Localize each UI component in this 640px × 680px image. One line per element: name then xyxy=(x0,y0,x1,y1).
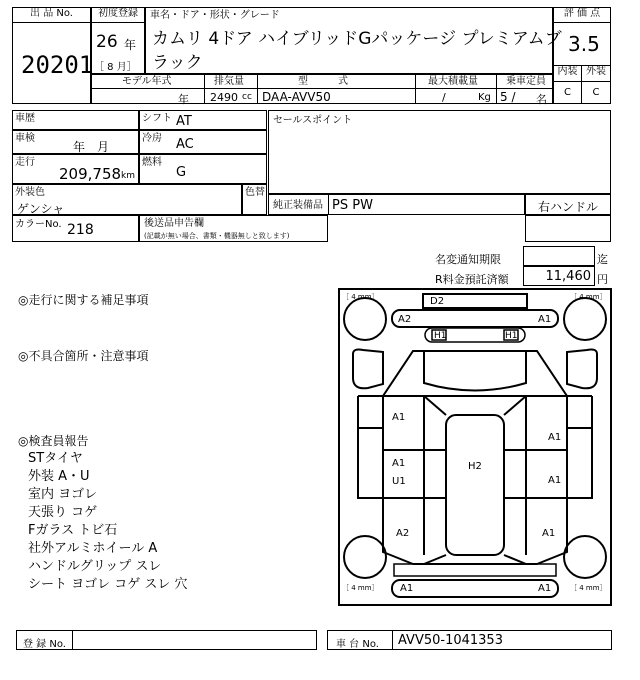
aircon: AC xyxy=(176,137,194,152)
mileage-label: 走行 xyxy=(15,157,35,168)
mark-front-right: A1 xyxy=(538,314,552,325)
notice-field xyxy=(523,246,595,266)
max-load-sep: / xyxy=(442,91,446,104)
max-load-label: 最大積載量 xyxy=(428,76,478,87)
tire-label: ［ 4 mm］ xyxy=(570,584,607,592)
color-no: 218 xyxy=(67,222,94,238)
inspector-list xyxy=(28,447,298,597)
lot-no-cell xyxy=(12,7,94,104)
fuel: G xyxy=(176,165,187,180)
car-diagram xyxy=(338,288,612,606)
reg-no-field xyxy=(16,630,317,650)
docs-label: 後送品申告欄 xyxy=(144,218,204,229)
notice-unit: 迄 xyxy=(597,253,608,266)
inspector-title: ◎検査員報告 xyxy=(18,434,89,448)
lot-no: 20201 xyxy=(21,51,94,79)
color: ゲンシャ xyxy=(17,202,65,216)
lot-no-label: 出 品 No. xyxy=(13,8,90,23)
max-load-unit: Kg xyxy=(478,92,491,103)
interior-label: 内装 xyxy=(554,66,582,82)
mark-headlight-right: H1 xyxy=(505,331,518,341)
history-cell xyxy=(12,110,139,130)
mark-left-rear: A2 xyxy=(396,528,410,539)
mark-left-rear-door-1: A1 xyxy=(392,458,406,469)
displacement-label: 排気量 xyxy=(214,76,244,87)
header-block xyxy=(12,7,611,110)
color-no-cell xyxy=(12,215,139,242)
inspection-label: 車検 xyxy=(15,133,35,144)
mark-front-bumper: D2 xyxy=(430,296,445,307)
car-name-line1: カムリ 4ドア ハイブリッドGパッケージ プレミアムブ xyxy=(152,29,562,49)
tire-rear-left xyxy=(344,536,386,578)
exterior-label: 外装 xyxy=(582,66,610,82)
reg-no-label: 登 録 No. xyxy=(23,639,66,650)
type-value: DAA-AVV50 xyxy=(262,90,331,104)
defects-title: ◎不具合箇所・注意事項 xyxy=(18,349,149,363)
capacity: 5 / xyxy=(500,90,516,104)
fuel-cell xyxy=(139,154,267,184)
mark-right-front-door: A1 xyxy=(548,432,562,443)
chassis-no: AVV50-1041353 xyxy=(398,633,503,648)
tire-rear-right xyxy=(564,536,606,578)
notice-label: 名変通知期限 xyxy=(435,253,501,266)
interior-grade: C xyxy=(554,82,582,104)
mileage-unit: km xyxy=(121,171,135,181)
first-reg-year: 26 xyxy=(96,32,118,52)
inspector-item: ハンドルグリップ スレ xyxy=(28,559,162,574)
mark-rear-bumper-right: A1 xyxy=(538,583,552,594)
shift-label: シフト xyxy=(142,113,172,124)
car-name-label: 車名・ドア・形状・グレード xyxy=(150,10,280,21)
tire-label: ［ 4 mm］ xyxy=(570,293,607,301)
first-reg-cell xyxy=(91,7,145,74)
mark-roof: H2 xyxy=(468,461,482,472)
driving-notes-title: ◎走行に関する補足事項 xyxy=(18,293,149,307)
model-row xyxy=(91,74,553,104)
inspection-value: 年 月 xyxy=(73,140,110,154)
recycle-value: 11,460 xyxy=(545,269,591,284)
type-label: 型 式 xyxy=(298,76,348,87)
mark-right-rear-door: A1 xyxy=(548,475,562,486)
score: 3.5 xyxy=(568,32,600,56)
mark-left-front-door: A1 xyxy=(392,412,406,423)
tire-front-right xyxy=(564,298,606,340)
capacity-unit: 名 xyxy=(536,93,547,106)
equipment-cell xyxy=(268,194,525,215)
inspection-cell xyxy=(12,130,139,154)
mark-headlight-left: H1 xyxy=(434,331,447,341)
chassis-field xyxy=(327,630,612,650)
year-unit: 年 xyxy=(124,38,137,52)
sales-point-label: セールスポイント xyxy=(273,115,353,126)
inspector-item: Fガラス トビ石 xyxy=(28,523,118,538)
mark-rear-bumper-left: A1 xyxy=(400,583,414,594)
color-change-cell xyxy=(242,184,267,215)
displacement: 2490 xyxy=(210,91,238,104)
inspector-item: シート ヨゴレ コゲ スレ 穴 xyxy=(28,577,188,592)
capacity-label: 乗車定員 xyxy=(506,76,546,87)
color-cell xyxy=(12,184,242,215)
model-year-unit: 年 xyxy=(178,93,189,106)
first-reg-month: ［ 8 月］ xyxy=(94,62,137,73)
inspector-item: 天張り コゲ xyxy=(28,505,98,520)
recycle-field xyxy=(523,266,595,286)
car-name-cell xyxy=(145,7,562,74)
equipment-label: 純正装備品 xyxy=(273,200,323,211)
inspector-item: STタイヤ xyxy=(28,451,83,466)
aircon-cell xyxy=(139,130,267,154)
color-label: 外装色 xyxy=(15,187,45,198)
exterior-grade: C xyxy=(592,87,600,98)
score-label: 評 価 点 xyxy=(554,8,610,23)
shift-cell xyxy=(139,110,267,130)
history-label: 車歴 xyxy=(15,113,35,124)
inspector-item: 室内 ヨゴレ xyxy=(28,487,98,502)
chassis-label: 車 台 No. xyxy=(336,639,379,650)
tire-label: ［ 4 mm］ xyxy=(342,584,379,592)
tire-label: ［ 4 mm］ xyxy=(342,293,379,301)
details-block xyxy=(12,110,611,245)
score-cell xyxy=(553,7,611,104)
aircon-label: 冷房 xyxy=(142,133,162,144)
mileage-cell xyxy=(12,154,139,184)
mark-right-rear: A1 xyxy=(542,528,556,539)
docs-cell xyxy=(139,215,328,242)
mark-front-left: A2 xyxy=(398,314,412,325)
handle: 右ハンドル xyxy=(538,200,599,214)
recycle-unit: 円 xyxy=(597,273,608,286)
mark-left-rear-door-2: U1 xyxy=(392,476,406,487)
displacement-unit: cc xyxy=(242,92,252,102)
empty-detail-cell xyxy=(525,215,611,242)
equipment: PS PW xyxy=(332,198,373,213)
color-change-label: 色替 xyxy=(245,187,265,198)
handle-cell xyxy=(525,194,611,215)
model-year-label: モデル年式 xyxy=(122,76,172,87)
inspector-item: 外装 A・U xyxy=(28,469,90,484)
shift: AT xyxy=(176,114,192,129)
color-no-label: カラーNo. xyxy=(15,219,62,230)
fuel-label: 燃料 xyxy=(142,157,162,168)
recycle-label: R料金預託済額 xyxy=(435,273,509,286)
mileage: 209,758 xyxy=(59,165,122,183)
tire-front-left xyxy=(344,298,386,340)
first-reg-label: 初度登録 xyxy=(92,8,144,23)
sales-point-cell xyxy=(268,110,611,194)
docs-note: (記載が無い場合、書類・機器無しと致します) xyxy=(144,232,290,240)
inspector-item: 社外アルミホイール A xyxy=(28,541,158,556)
car-name-line2: ラック xyxy=(152,53,203,73)
